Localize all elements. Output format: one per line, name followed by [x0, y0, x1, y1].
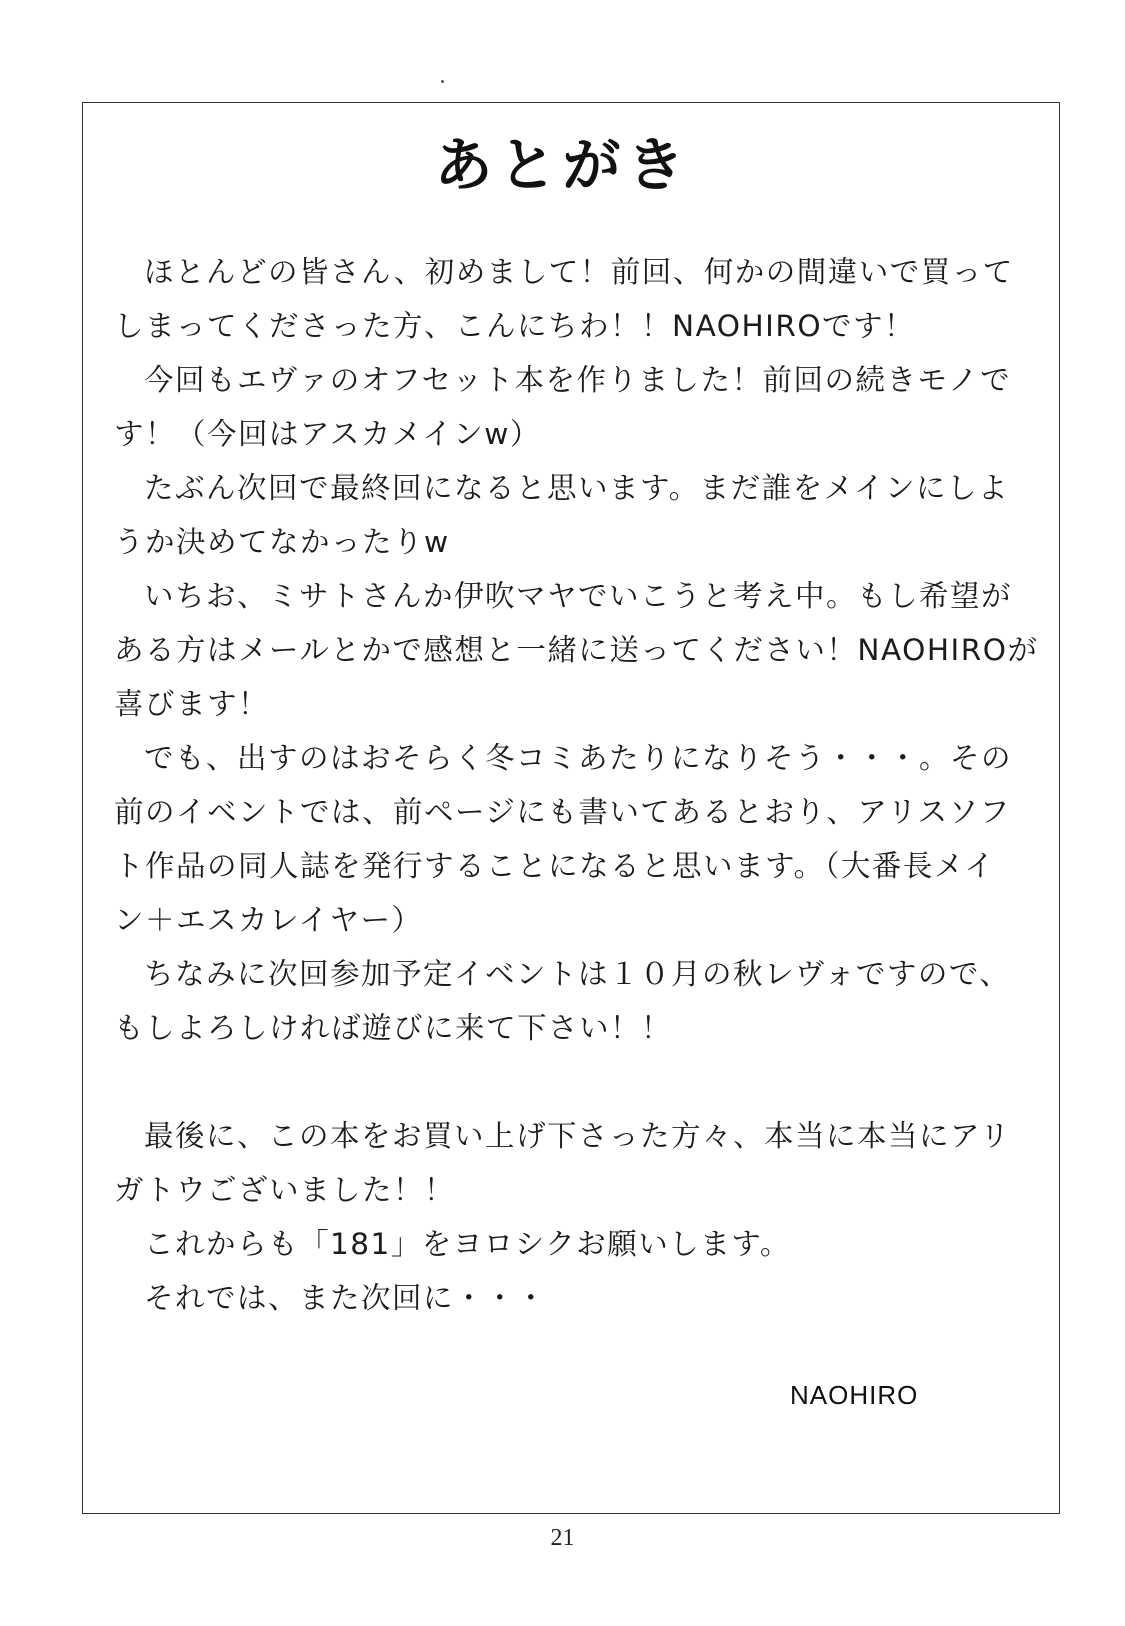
page-title: あとがき: [434, 131, 691, 199]
text-line: 今回もエヴァのオフセット本を作りました！前回の続きモノで: [144, 363, 1012, 397]
text-line: ガトウございました！！: [114, 1173, 456, 1207]
text-line: いちお、ミサトさんか伊吹マヤでいこうと考え中。もし希望が: [144, 579, 1013, 613]
text-line: 前のイベントでは、前ページにも書いてあるとおり、アリスソフ: [114, 795, 1011, 829]
page-number: 21: [550, 1525, 575, 1551]
text-line: ト作品の同人誌を発行することになると思います。（大番長メイ: [114, 849, 996, 883]
text-line: でも、出すのはおそらく冬コミあたりになりそう・・・。その: [144, 741, 1013, 775]
text-line: たぶん次回で最終回になると思います。まだ誰をメインにしよ: [144, 471, 1010, 505]
text-line: ある方はメールとかで感想と一緒に送ってください！NAOHIROが: [114, 633, 1039, 667]
text-line: もしよろしければ遊びに来て下さい！！: [114, 1011, 673, 1045]
text-line: これからも「181」をヨロシクお願いします。: [144, 1227, 791, 1261]
author-signature: NAOHIRO: [790, 1380, 919, 1410]
text-line: ほとんどの皆さん、初めまして！前回、何かの間違いで買って: [144, 255, 1014, 289]
text-line: 最後に、この本をお買い上げ下さった方々、本当に本当にアリ: [144, 1119, 1011, 1153]
afterword-body: [114, 245, 1039, 1325]
text-line: す！（今回はアスカメインw）: [114, 417, 541, 451]
text-line: ン＋エスカレイヤー）: [114, 903, 423, 937]
print-speck: [441, 80, 444, 83]
text-line: それでは、また次回に・・・: [144, 1281, 548, 1315]
blank-line: [114, 1055, 1034, 1109]
text-line: 喜びます！: [114, 687, 270, 721]
text-line: しまってくださった方、こんにちわ！！NAOHIROです！: [114, 309, 916, 343]
text-line: うか決めてなかったりw: [114, 525, 450, 559]
text-line: ちなみに次回参加予定イベントは１０月の秋レヴォですので、: [144, 957, 1011, 991]
